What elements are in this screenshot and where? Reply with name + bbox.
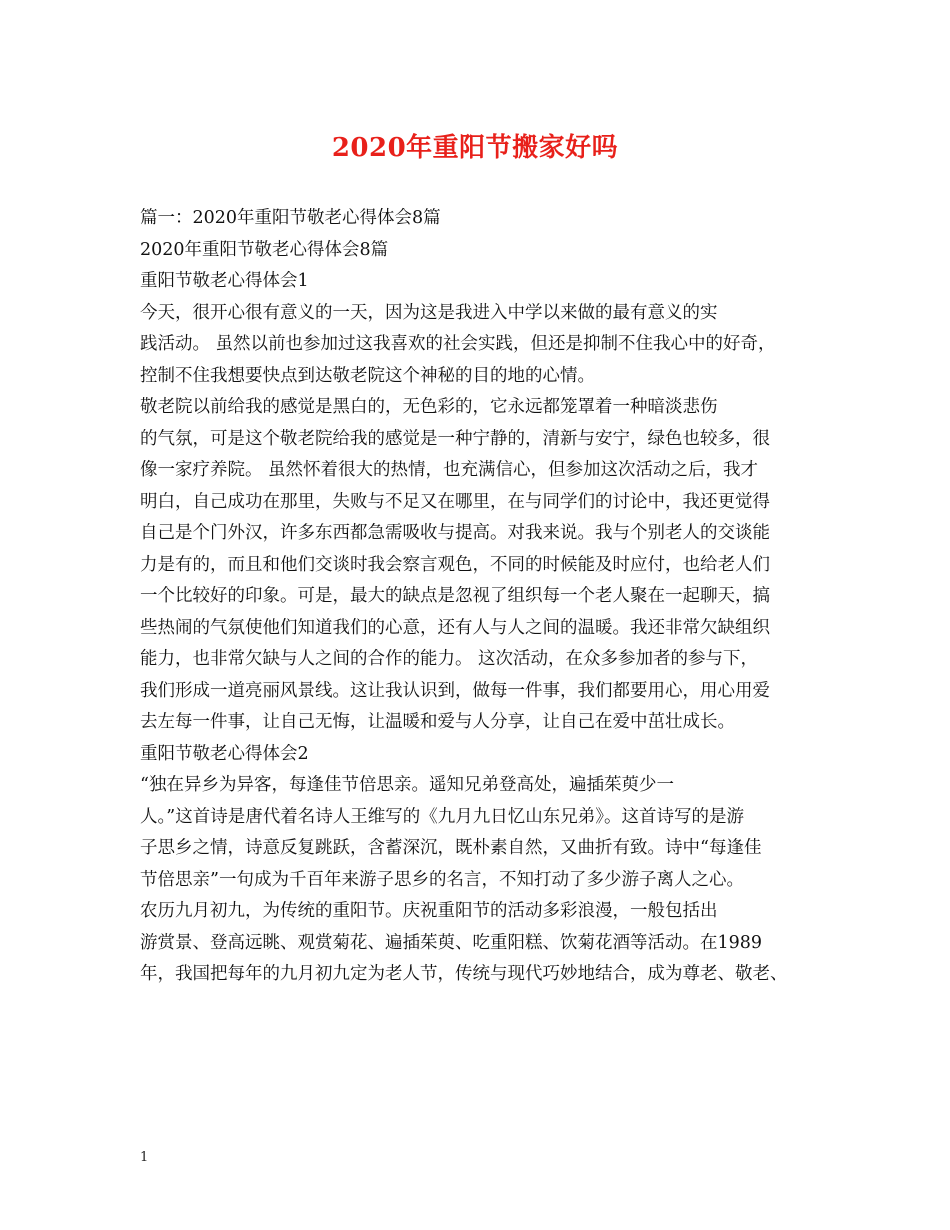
paragraph-line: 控制不住我想要快点到达敬老院这个神秘的目的地的心情。 — [140, 365, 595, 386]
paragraph-line: 能力，也非常欠缺与人之间的合作的能力。 这次活动，在众多参加者的参与下， — [140, 649, 759, 669]
paragraph-line: 践活动。 虽然以前也参加过这我喜欢的社会实践，但还是抑制不住我心中的好奇， — [140, 334, 776, 354]
paragraph-line: 节倍思亲”一句成为千百年来游子思乡的名言，不知打动了多少游子离人之心。 — [140, 869, 744, 890]
paragraph-line: 一个比较好的印象。可是，最大的缺点是忽视了组织每一个老人聚在一起聊天，搞 — [140, 586, 770, 606]
paragraph-line: 年，我国把每年的九月初九定为老人节，传统与现代巧妙地结合，成为尊老、敬老、 — [140, 964, 788, 984]
chapter-heading: 篇一：2020年重阳节敬老心得体会8篇 — [140, 208, 441, 228]
paragraph-line: 像一家疗养院。 虽然怀着很大的热情，也充满信心，但参加这次活动之后，我才 — [140, 460, 759, 480]
document-title: 2020年重阳节搬家好吗 — [331, 133, 619, 163]
paragraph-line: 明白，自己成功在那里，失败与不足又在哪里，在与同学们的讨论中，我还更觉得 — [140, 491, 770, 512]
paragraph-line: 我们形成一道亮丽风景线。这让我认识到，做每一件事，我们都要用心，用心用爱 — [140, 680, 770, 701]
paragraph-line: 自己是个门外汉，许多东西都急需吸收与提高。对我来说。我与个别老人的交谈能 — [140, 523, 770, 543]
paragraph-line: 些热闹的气氛使他们知道我们的心意，还有人与人之间的温暖。我还非常欠缺组织 — [140, 617, 770, 638]
paragraph-line: 敬老院以前给我的感觉是黑白的，无色彩的，它永远都笼罩着一种暗淡悲伤 — [140, 397, 718, 417]
section-heading-2: 重阳节敬老心得体会2 — [140, 743, 309, 764]
document-body — [140, 203, 830, 991]
paragraph-line: 今天，很开心很有意义的一天，因为这是我进入中学以来做的最有意义的实 — [140, 302, 718, 323]
subtitle-line: 2020年重阳节敬老心得体会8篇 — [140, 239, 389, 260]
paragraph-line: 农历九月初九，为传统的重阳节。庆祝重阳节的活动多彩浪漫，一般包括出 — [140, 901, 718, 921]
section-heading-1: 重阳节敬老心得体会1 — [140, 271, 309, 291]
paragraph-line: “独在异乡为异客，每逢佳节倍思亲。遥知兄弟登高处，遍插茱萸少一 — [140, 775, 674, 795]
paragraph-line: 力是有的，而且和他们交谈时我会察言观色，不同的时候能及时应付，也给老人们 — [140, 554, 770, 575]
paragraph-line: 的气氛，可是这个敬老院给我的感觉是一种宁静的，清新与安宁，绿色也较多，很 — [140, 428, 770, 449]
paragraph-line: 去左每一件事，让自己无悔，让温暖和爱与人分享，让自己在爱中茁壮成长。 — [140, 712, 735, 732]
paragraph-line: 子思乡之情，诗意反复跳跃，含蓄深沉，既朴素自然，又曲折有致。诗中“每逢佳 — [140, 838, 762, 858]
paragraph-line: 人。”这首诗是唐代着名诗人王维写的《九月九日忆山东兄弟》。这首诗写的是游 — [140, 806, 744, 827]
page-number: 1 — [140, 1150, 149, 1165]
paragraph-line: 游赏景、登高远眺、观赏菊花、遍插茱萸、吃重阳糕、饮菊花酒等活动。在1989 — [140, 932, 763, 953]
